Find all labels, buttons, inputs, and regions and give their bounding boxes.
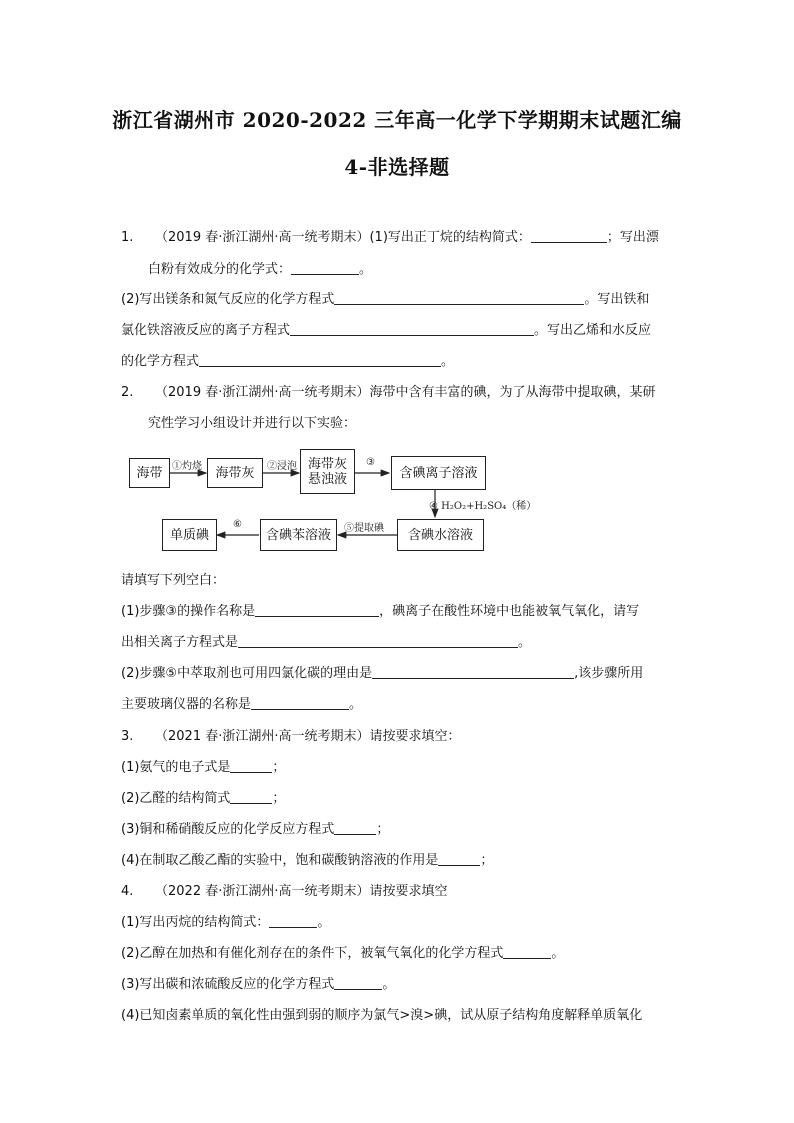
flow-label-step4: ④ H₂O₂+H₂SO₄（稀） [429, 501, 537, 512]
flow-box-iodine-benzene: 含碘苯溶液 [260, 519, 337, 551]
q3-number: 3. [121, 729, 134, 744]
answer-blank[interactable] [334, 292, 584, 305]
q1-line2: 白粉有效成分的化学式： 。 [148, 262, 373, 277]
iodine-extraction-flowchart [125, 444, 537, 554]
flow-box-iodide-solution: 含碘离子溶液 [391, 456, 486, 490]
flow-box-iodine-water: 含碘水溶液 [397, 519, 484, 551]
q4-line2: (1)写出丙烷的结构简式： 。 [121, 915, 331, 930]
answer-blank[interactable] [251, 697, 349, 710]
document-title: 浙江省湖州市 2020-2022 三年高一化学下学期期末试题汇编 [112, 108, 682, 132]
q3-line1: 3. （2021 春·浙江湖州·高一统考期末）请按要求填空： [121, 729, 461, 744]
q3-line3: (2)乙醛的结构简式 ； [121, 791, 286, 806]
flow-box-elemental-iodine: 单质碘 [162, 519, 217, 551]
q4-line1: 4. （2022 春·浙江湖州·高一统考期末）请按要求填空 [121, 884, 448, 899]
q4-line3: (2)乙醇在加热和有催化剂存在的条件下，被氧气氧化的化学方程式 。 [121, 946, 565, 961]
flow-box-seaweed-ash: 海带灰 [207, 458, 263, 488]
q2-line4: (1)步骤③的操作名称是 ，碘离子在酸性环境中也能被氧气氧化，请写 [121, 604, 640, 619]
q2-line5: 出相关离子方程式是 。 [121, 635, 532, 650]
flow-label-step2: ②浸泡 [267, 461, 297, 472]
q4-line4: (3)写出碳和浓硫酸反应的化学方程式 。 [121, 977, 396, 992]
q2-line6: (2)步骤⑤中萃取剂也可用四氯化碳的理由是 ,该步骤所用 [121, 666, 644, 681]
flow-label-step5: ⑤提取碘 [344, 523, 384, 534]
answer-blank[interactable] [503, 946, 551, 959]
q2-line1: 2. （2019 春·浙江湖州·高一统考期末）海带中含有丰富的碘，为了从海带中提取碘，某研 [121, 385, 656, 400]
q3-line5: (4)在制取乙酸乙酯的实验中，饱和碳酸钠溶液的作用是 ； [121, 853, 494, 868]
answer-blank[interactable] [334, 822, 376, 835]
answer-blank[interactable] [291, 262, 359, 275]
q1-line1: 1. （2019 春·浙江湖州·高一统考期末）(1)写出正丁烷的结构简式： ；写出漂 [121, 230, 659, 245]
answer-blank[interactable] [238, 635, 518, 648]
q1-line5: 的化学方程式 。 [121, 354, 455, 369]
q2-line7: 主要玻璃仪器的名称是 。 [121, 697, 363, 712]
answer-blank[interactable] [438, 853, 480, 866]
q1-line4: 氯化铁溶液反应的离子方程式 。写出乙烯和水反应 [121, 323, 652, 338]
q2-line3: 请填写下列空白： [121, 573, 226, 588]
flow-label-step3: ③ [366, 457, 375, 468]
answer-blank[interactable] [269, 915, 317, 928]
flow-box-seaweed: 海带 [129, 458, 170, 488]
answer-blank[interactable] [230, 760, 272, 773]
q1-line3: (2)写出镁条和氮气反应的化学方程式 。写出铁和 [121, 292, 650, 307]
q2-number: 2. [121, 385, 134, 400]
flow-box-ash-suspension: 海带灰 悬浊液 [300, 449, 355, 494]
answer-blank[interactable] [230, 791, 272, 804]
answer-blank[interactable] [290, 323, 534, 336]
q4-line5: (4)已知卤素单质的氧化性由强到弱的顺序为氯气>溴>碘，试从原子结构角度解释单质氧化 [121, 1008, 643, 1023]
document-subtitle: 4-非选择题 [344, 155, 450, 179]
q3-line4: (3)铜和稀硝酸反应的化学反应方程式 ； [121, 822, 390, 837]
q1-number: 1. [121, 230, 134, 245]
q4-number: 4. [121, 884, 134, 899]
answer-blank[interactable] [531, 230, 607, 243]
q2-line2: 究性学习小组设计并进行以下实验： [148, 416, 357, 431]
answer-blank[interactable] [334, 977, 382, 990]
flow-label-step1: ①灼烧 [172, 461, 202, 472]
answer-blank[interactable] [255, 604, 379, 617]
answer-blank[interactable] [199, 354, 441, 367]
q3-line2: (1)氨气的电子式是 ； [121, 760, 286, 775]
answer-blank[interactable] [372, 666, 574, 679]
flow-label-step6: ⑥ [233, 519, 242, 530]
